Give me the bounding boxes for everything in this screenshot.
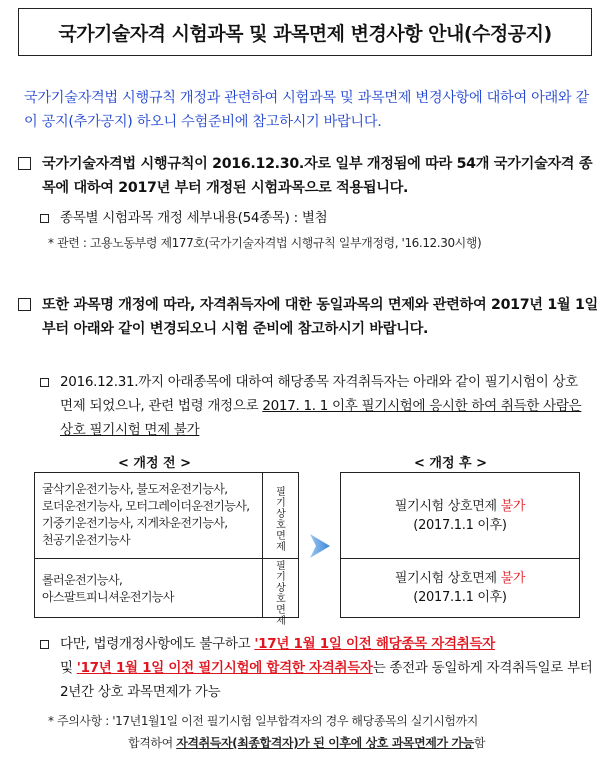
caution-line-2: 합격하여 자격취득자(최종합격자)가 된 이후에 상호 과목면제가 가능함 — [128, 736, 486, 750]
before-table — [34, 472, 299, 627]
checkbox-bullet-icon — [18, 157, 31, 170]
after-row — [341, 559, 579, 617]
page-title: 국가기술자격 시험과목 및 과목면제 변경사항 안내(수정공지) — [18, 8, 592, 56]
exception-highlight-1: '17년 1월 1일 이전 해당종목 자격취득자 — [254, 636, 495, 652]
intro-text: 국가기술자격법 시행규칙 개정과 관련하여 시험과목 및 과목면제 변경사항에 대하여 아래와 같이 공지(추가공지) 하오니 수험준비에 참고하시기 바랍니다. — [24, 90, 589, 130]
after-header: < 개정 후 > — [414, 456, 488, 471]
section-2-sub-text: 2016.12.31.까지 아래종목에 대하여 해당종목 자격취득자는 아래와 같이 필기시험이 상호 면제 되었으나, 관련 법령 개정으로 — [60, 374, 578, 414]
checkbox-bullet-icon — [18, 298, 31, 311]
exemption-label: 필기상호면제 — [276, 561, 286, 627]
section-2-text: 또한 과목명 개정에 따라, 자격취득자에 대한 동일과목의 면제와 관련하여 2017년 1월 1일부터 아래와 같이 변경되오니 시험 준비에 참고하시기 바랍니다. — [42, 297, 598, 337]
section-2-sub-underlined: 2017. 1. 1 이후 필기시험에 응시한 하여 취득한 사람은 상호 필기시험 면제 불가 — [60, 398, 582, 438]
exemption-cell — [262, 473, 298, 558]
after-status: 불가 — [500, 498, 526, 514]
exemption-cell — [262, 559, 298, 627]
section-1-sub — [40, 206, 590, 230]
after-row — [341, 473, 579, 559]
caution-line-1: * 주의사항 : '17년1월1일 이전 필기시험 일부합격자의 경우 해당종목의 실기시험까지 — [48, 714, 478, 728]
after-status: 불가 — [500, 571, 526, 586]
caution-emphasis: 자격취득자(최종합격자)가 된 이후에 상호 과목면제가 가능 — [176, 736, 474, 750]
section-2-sub — [40, 370, 590, 442]
before-header: < 개정 전 > — [118, 456, 192, 471]
exemption-label: 필기상호면제 — [276, 487, 286, 553]
exception-highlight-2: '17년 1월 1일 이전 필기시험에 합격한 자격취득자 — [76, 660, 373, 676]
section-1 — [18, 152, 598, 200]
before-list: 롤러운전기능사, 아스팔트피니셔운전기능사 — [42, 573, 174, 604]
small-square-bullet-icon — [40, 640, 49, 649]
after-date: (2017.1.1 이후) — [413, 517, 507, 533]
section-2 — [18, 293, 598, 341]
after-label: 필기시험 상호면제 — [394, 571, 501, 586]
section-1-text: 국가기술자격법 시행규칙이 2016.12.30.자로 일부 개정됨에 따라 54개 국가기술자격 종목에 대하여 2017년 부터 개정된 시험과목으로 적용됩니다. — [42, 156, 593, 196]
before-row — [35, 473, 298, 559]
section-1-sub-text: 종목별 시험과목 개정 세부내용(54종목) : 별첨 — [60, 210, 328, 226]
after-label: 필기시험 상호면제 — [394, 498, 501, 514]
exception-note: 다만, 법령개정사항에도 불구하고 '17년 1월 1일 이전 해당종목 자격취득자 및 '17년 1월 1일 이전 필기시험에 합격한 자격취득자는 종전과 동일하게 자격취득일로 부터 2년간 상호 과목면제가 가능 — [40, 632, 595, 704]
after-table — [340, 472, 580, 618]
right-arrow-icon — [308, 532, 332, 560]
after-date: (2017.1.1 이후) — [413, 590, 507, 605]
before-list: 굴삭기운전기능사, 불도저운전기능사, 로더운전기능사, 모터그레이더운전기능사, 기중기운전기능사, 지게차운전기능사, 천공기운전기능사 — [42, 482, 250, 547]
small-square-bullet-icon — [40, 214, 49, 223]
small-square-bullet-icon — [40, 378, 49, 387]
section-1-note: * 관련 : 고용노동부령 제177호(국가기술자격법 시행규칙 일부개정령, '16.12.30시행) — [48, 236, 482, 250]
before-row — [35, 559, 298, 627]
